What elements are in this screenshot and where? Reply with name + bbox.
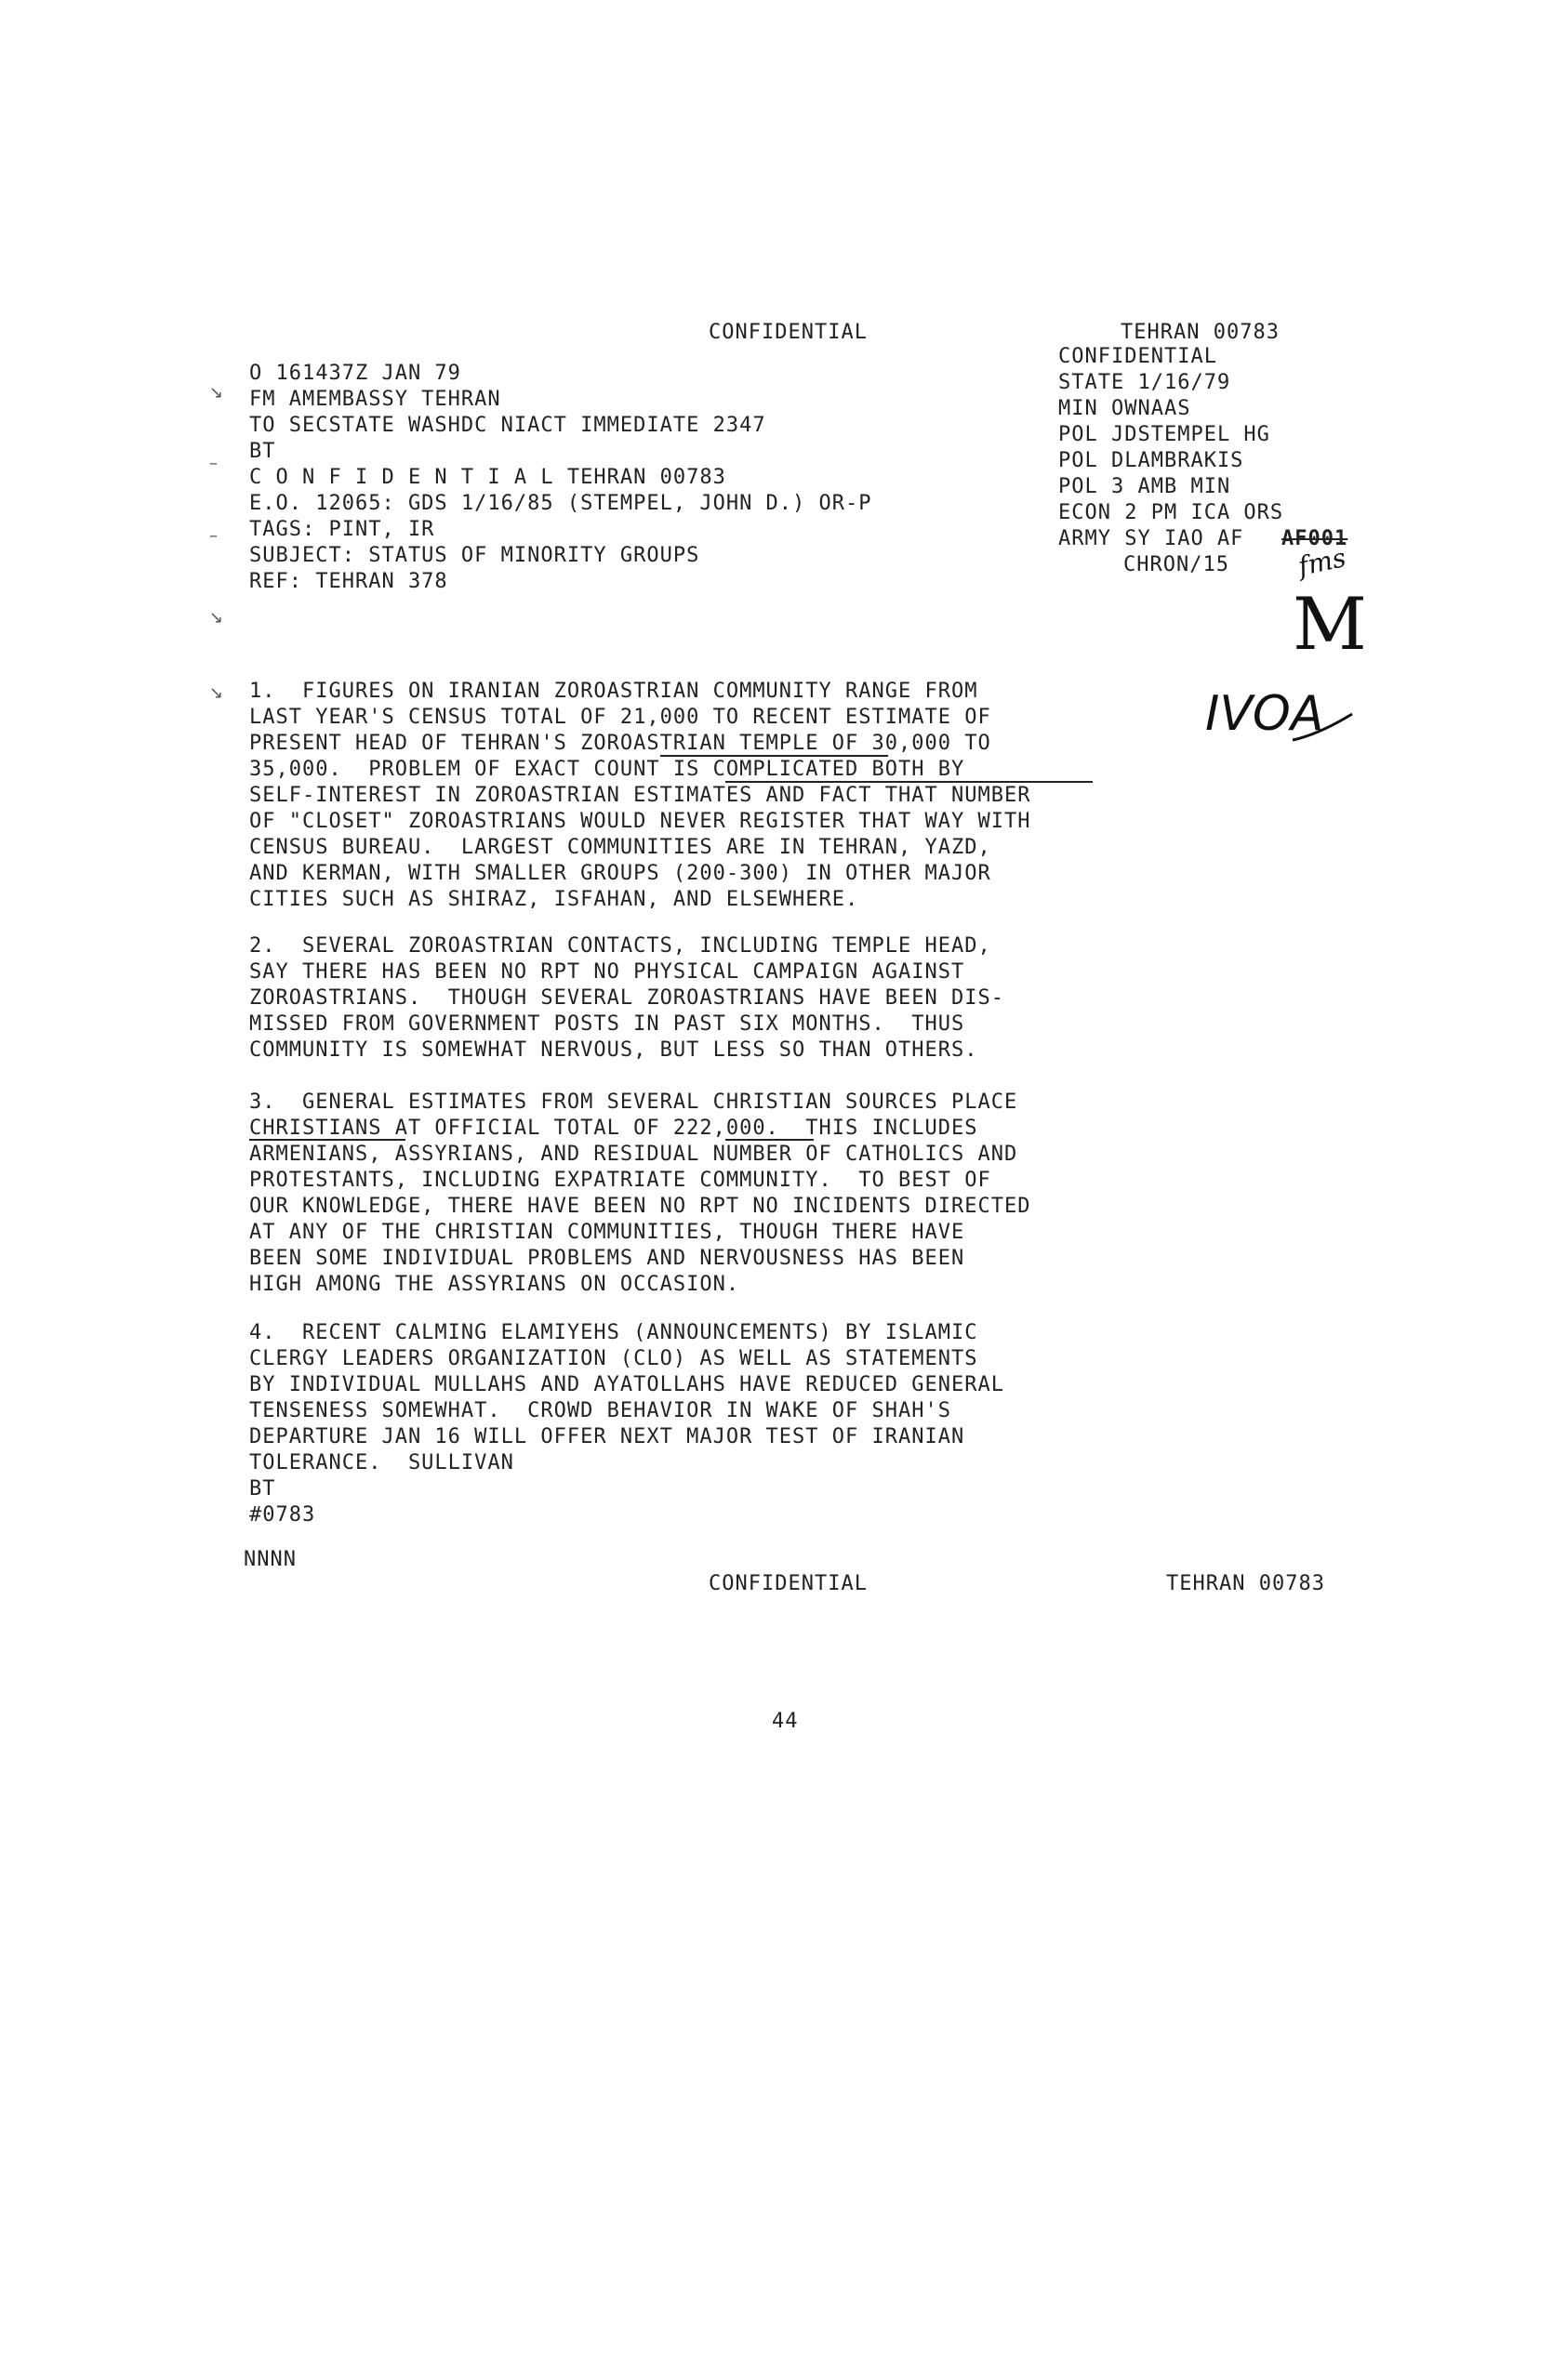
routing-line: CHRON/15 — [1123, 553, 1229, 576]
header-line: REF: TEHRAN 378 — [249, 570, 448, 593]
body-line: 3. GENERAL ESTIMATES FROM SEVERAL CHRISTIAN SOURCES PLACE — [249, 1091, 1018, 1114]
header-line: TAGS: PINT, IR — [249, 518, 435, 541]
routing-line: POL 3 AMB MIN — [1058, 475, 1231, 498]
routing-line: CONFIDENTIAL — [1058, 345, 1217, 368]
body-line: CITIES SUCH AS SHIRAZ, ISFAHAN, AND ELSEWHERE. — [249, 888, 859, 911]
paragraph-2 — [249, 933, 1004, 1064]
body-line: TENSENESS SOMEWHAT. CROWD BEHAVIOR IN WAKE OF SHAH'S — [249, 1399, 951, 1422]
body-line: SAY THERE HAS BEEN NO RPT NO PHYSICAL CAMPAIGN AGAINST — [249, 960, 965, 984]
body-line: OF "CLOSET" ZOROASTRIANS WOULD NEVER REGISTER THAT WAY WITH — [249, 810, 1031, 833]
classification-header: CONFIDENTIAL — [709, 321, 868, 344]
routing-line: STATE 1/16/79 — [1058, 371, 1231, 394]
body-line: TOLERANCE. SULLIVAN — [249, 1451, 514, 1474]
body-line: 4. RECENT CALMING ELAMIYEHS (ANNOUNCEMENTS) BY ISLAMIC — [249, 1321, 978, 1344]
body-line: OUR KNOWLEDGE, THERE HAVE BEEN NO RPT NO INCIDENTS DIRECTED — [249, 1195, 1031, 1218]
underline-mark — [249, 1139, 405, 1141]
paragraph-3 — [249, 1090, 1030, 1298]
routing-line: ARMY SY IAO AF — [1058, 527, 1244, 550]
body-line: BT — [249, 1477, 276, 1501]
body-line: 1. FIGURES ON IRANIAN ZOROASTRIAN COMMUNITY RANGE FROM — [249, 680, 978, 703]
body-line: CHRISTIANS AT OFFICIAL TOTAL OF 222,000. THIS INCLUDES — [249, 1117, 978, 1140]
paragraph-4 — [249, 1320, 1004, 1528]
body-line: PRESENT HEAD OF TEHRAN'S ZOROASTRIAN TEMPLE OF 30,000 TO — [249, 732, 991, 755]
header-line: FM AMEMBASSY TEHRAN — [249, 388, 501, 411]
routing-line: POL JDSTEMPEL HG — [1058, 423, 1270, 446]
margin-mark: – — [209, 454, 218, 473]
body-line: PROTESTANTS, INCLUDING EXPATRIATE COMMUNITY. TO BEST OF — [249, 1169, 991, 1192]
body-line: AT ANY OF THE CHRISTIAN COMMUNITIES, THOUGH THERE HAVE — [249, 1221, 965, 1244]
margin-mark: ↘ — [209, 608, 224, 628]
handwritten-scribble: fms — [1295, 542, 1349, 582]
cable-reference-bottom: TEHRAN 00783 — [1166, 1572, 1325, 1595]
margin-mark: – — [209, 526, 218, 546]
body-line: 35,000. PROBLEM OF EXACT COUNT IS COMPLICATED BOTH BY — [249, 758, 965, 781]
routing-struck-entry: AF001 — [1281, 527, 1348, 550]
routing-line: MIN OWNAAS — [1058, 397, 1191, 420]
body-line: BY INDIVIDUAL MULLAHS AND AYATOLLAHS HAVE REDUCED GENERAL — [249, 1373, 1004, 1396]
nnnn-marker: NNNN — [244, 1548, 297, 1571]
underline-mark — [660, 755, 888, 757]
body-line: CENSUS BUREAU. LARGEST COMMUNITIES ARE IN TEHRAN, YAZD, — [249, 836, 991, 859]
header-line: C O N F I D E N T I A L TEHRAN 00783 — [249, 466, 726, 489]
body-line: ZOROASTRIANS. THOUGH SEVERAL ZOROASTRIANS HAVE BEEN DIS- — [249, 986, 1004, 1010]
margin-mark: ↘ — [209, 683, 224, 703]
body-line: CLERGY LEADERS ORGANIZATION (CLO) AS WELL AS STATEMENTS — [249, 1347, 978, 1370]
margin-mark: ↘ — [209, 383, 224, 403]
body-line: 2. SEVERAL ZOROASTRIAN CONTACTS, INCLUDING TEMPLE HEAD, — [249, 934, 991, 958]
cable-reference-top: TEHRAN 00783 — [1121, 321, 1280, 344]
message-header — [249, 361, 872, 595]
body-line: SELF-INTEREST IN ZOROASTRIAN ESTIMATES AND FACT THAT NUMBER — [249, 784, 1031, 807]
header-line: SUBJECT: STATUS OF MINORITY GROUPS — [249, 544, 700, 567]
page-number: 44 — [772, 1710, 799, 1733]
routing-line: POL DLAMBRAKIS — [1058, 449, 1244, 472]
header-line: O 161437Z JAN 79 — [249, 362, 461, 385]
handwritten-initial: M — [1293, 583, 1367, 667]
body-line: LAST YEAR'S CENSUS TOTAL OF 21,000 TO RECENT ESTIMATE OF — [249, 706, 991, 729]
classification-footer: CONFIDENTIAL — [709, 1572, 868, 1595]
paragraph-1 — [249, 679, 1030, 913]
body-line: AND KERMAN, WITH SMALLER GROUPS (200-300) IN OTHER MAJOR — [249, 862, 991, 885]
body-line: ARMENIANS, ASSYRIANS, AND RESIDUAL NUMBER OF CATHOLICS AND — [249, 1143, 1018, 1166]
handwritten-ivoa: IVOA — [1205, 686, 1324, 742]
body-line: BEEN SOME INDIVIDUAL PROBLEMS AND NERVOUSNESS HAS BEEN — [249, 1247, 965, 1270]
header-line: BT — [249, 440, 276, 463]
body-line: #0783 — [249, 1503, 316, 1527]
underline-mark — [725, 781, 1093, 783]
body-line: MISSED FROM GOVERNMENT POSTS IN PAST SIX MONTHS. THUS — [249, 1012, 965, 1036]
header-line: TO SECSTATE WASHDC NIACT IMMEDIATE 2347 — [249, 414, 766, 437]
routing-line: ECON 2 PM ICA ORS — [1058, 501, 1284, 524]
body-line: HIGH AMONG THE ASSYRIANS ON OCCASION. — [249, 1273, 740, 1296]
underline-mark — [725, 1139, 814, 1141]
body-line: COMMUNITY IS SOMEWHAT NERVOUS, BUT LESS SO THAN OTHERS. — [249, 1038, 978, 1062]
body-line: DEPARTURE JAN 16 WILL OFFER NEXT MAJOR TEST OF IRANIAN — [249, 1425, 965, 1448]
handwritten-stroke — [1291, 707, 1356, 744]
routing-block — [1058, 344, 1283, 578]
header-line: E.O. 12065: GDS 1/16/85 (STEMPEL, JOHN D.) OR-P — [249, 492, 872, 515]
